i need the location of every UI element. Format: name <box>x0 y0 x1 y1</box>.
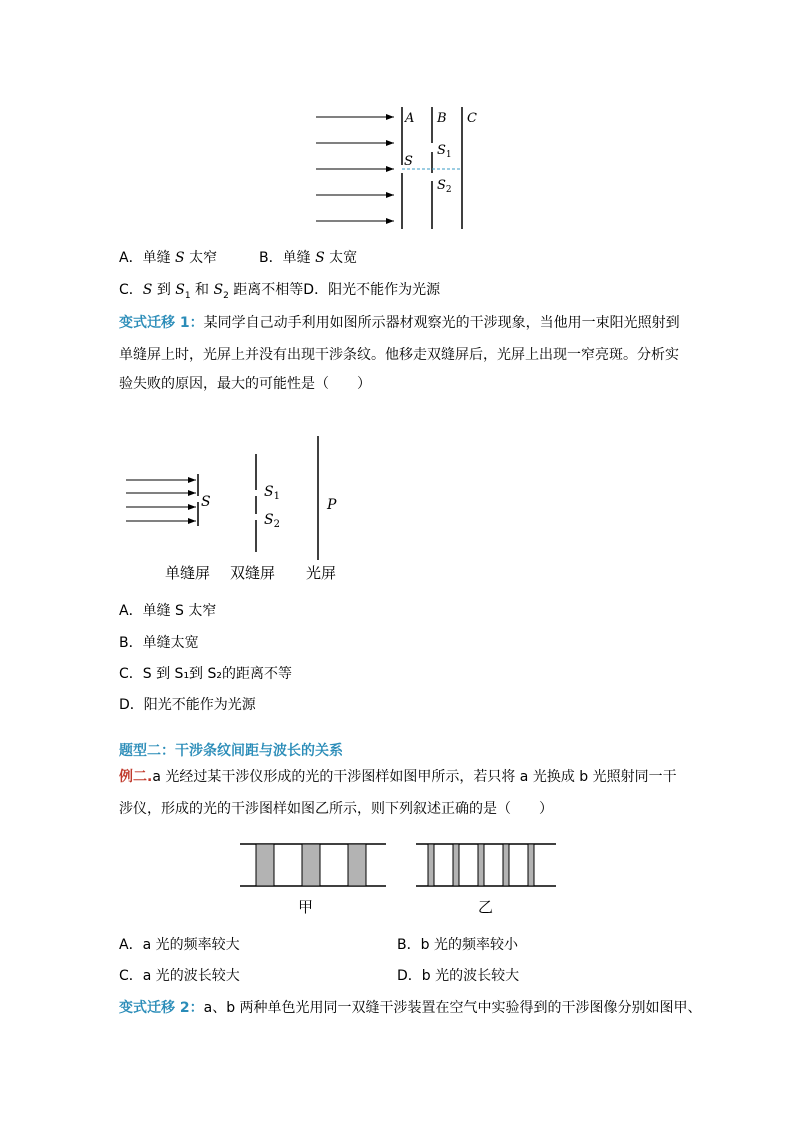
dark-fringe <box>503 844 509 886</box>
variant-1-tag: 变式迁移 1： <box>119 315 204 331</box>
variant-1-line2: 单缝屏上时，光屏上并没有出现干涉条纹。他移走双缝屏后，光屏上出现一窄亮斑。分析实 <box>119 347 679 363</box>
fringe-pattern-jia <box>240 844 386 886</box>
label-S1: $S_1$ <box>264 484 280 502</box>
dark-fringe <box>478 844 484 886</box>
section-heading-topic-2: 题型二：干涉条纹间距与波长的关系 <box>119 743 343 759</box>
v1-option-a: A．单缝 S 太窄 <box>119 603 217 619</box>
example-2-tag: 例二. <box>119 769 153 785</box>
label-S: S <box>201 494 211 510</box>
example-2-line2: 涉仪，形成的光的干涉图样如图乙所示，则下列叙述正确的是（ ） <box>119 801 553 817</box>
option-b: B．单缝 S 太宽 <box>259 250 358 266</box>
dark-fringe <box>256 844 274 886</box>
dark-fringe <box>348 844 366 886</box>
option-c-d: C．S 到 $S_1$ 和 $S_2$ 距离不相等D．阳光不能作为光源 <box>119 282 441 301</box>
figure-fringes <box>238 840 568 920</box>
caption-double-slit: 双缝屏 <box>230 564 276 582</box>
caption-jia: 甲 <box>298 898 314 916</box>
v1-option-d: D．阳光不能作为光源 <box>119 697 256 713</box>
caption-light-screen: 光屏 <box>306 564 337 582</box>
v1-option-b: B．单缝太宽 <box>119 635 199 651</box>
example-2-line1: 例二.a 光经过某干涉仪形成的光的干涉图样如图甲所示，若只将 a 光换成 b 光照射同一干 <box>119 769 677 785</box>
v1-option-c: C．S 到 S₁到 S₂的距离不等 <box>119 666 293 682</box>
label-C: C <box>467 111 477 126</box>
label-S: S <box>404 154 413 169</box>
dark-fringe <box>453 844 459 886</box>
dark-fringe <box>302 844 320 886</box>
ex2-option-c: C．a 光的波长较大 <box>119 968 240 984</box>
figure-double-slit-1 <box>310 105 490 235</box>
caption-yi: 乙 <box>478 898 494 916</box>
label-S2: $S_2$ <box>264 512 280 530</box>
label-S1: $S_1$ <box>437 143 452 160</box>
label-B: B <box>437 111 447 126</box>
option-a: A．单缝 S 太窄 <box>119 250 218 266</box>
variant-1-line1: 变式迁移 1：某同学自己动手利用如图所示器材观察光的干涉现象，当他用一束阳光照射到 <box>119 315 680 331</box>
variant-1-line3: 验失败的原因，最大的可能性是（ ） <box>119 376 371 392</box>
fringe-pattern-yi <box>416 844 556 886</box>
dark-fringe <box>528 844 534 886</box>
ex2-option-b: B．b 光的频率较小 <box>397 937 518 953</box>
label-S2: $S_2$ <box>437 178 452 195</box>
figure-double-slit-2 <box>120 430 360 590</box>
variant-2-line1: 变式迁移 2：a、b 两种单色光用同一双缝干涉装置在空气中实验得到的干涉图像分别如图甲、 <box>119 1000 702 1016</box>
variant-2-tag: 变式迁移 2： <box>119 1000 204 1016</box>
dark-fringe <box>428 844 434 886</box>
ex2-option-d: D．b 光的波长较大 <box>397 968 520 984</box>
label-P: P <box>327 497 337 513</box>
label-A: A <box>405 111 415 126</box>
ex2-option-a: A．a 光的频率较大 <box>119 937 240 953</box>
caption-single-slit: 单缝屏 <box>165 564 211 582</box>
